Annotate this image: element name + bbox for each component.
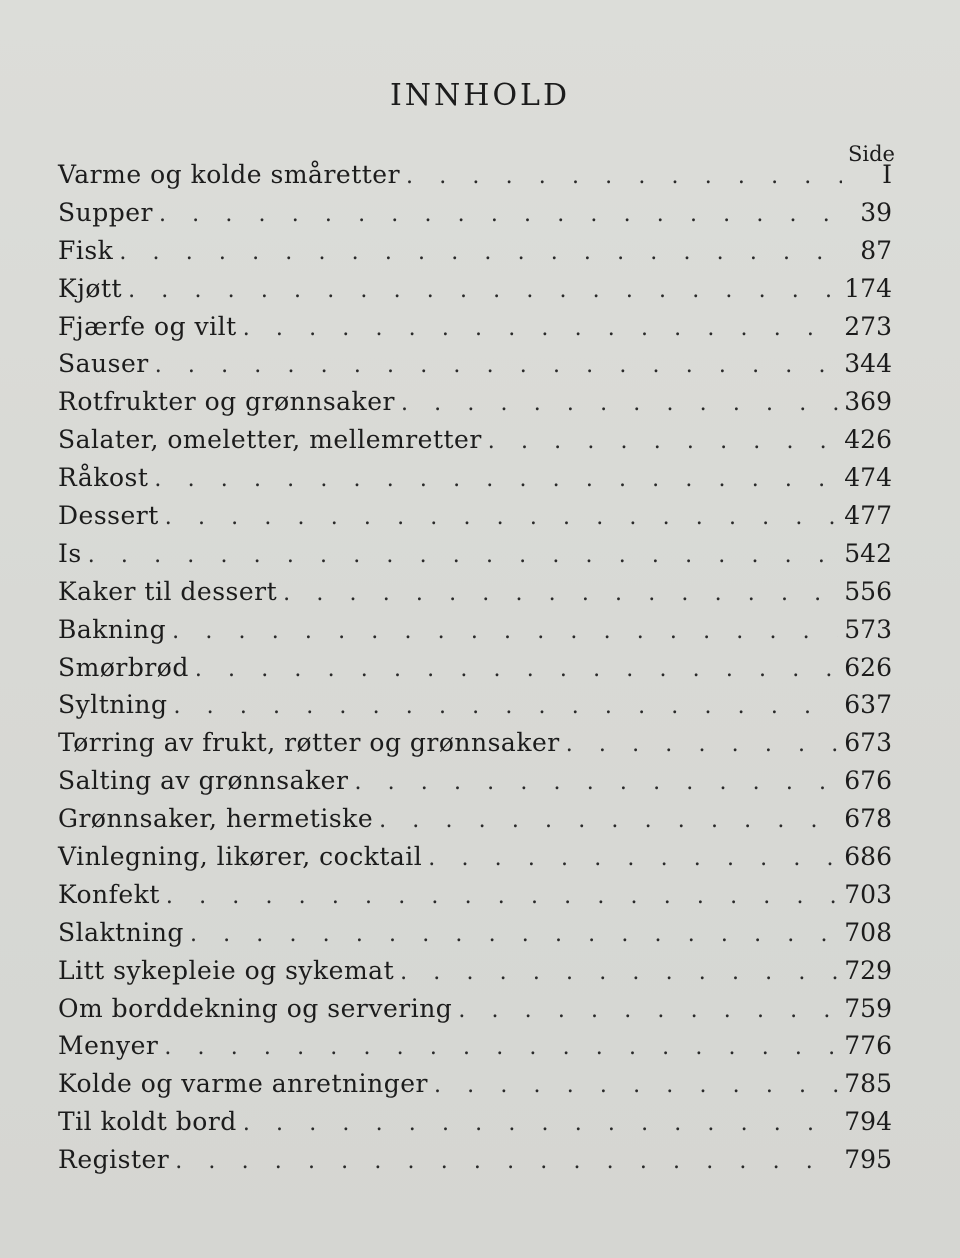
toc-entry-page-number: 174 [844,273,892,303]
toc-entry [58,539,892,577]
toc-entry [58,690,892,728]
toc-entry-page-number: 785 [844,1069,892,1099]
toc-entry [58,880,892,918]
dot-leader [190,922,838,947]
toc-entry-label: Register [58,1145,170,1175]
toc-entry [58,1107,892,1145]
dot-leader [195,657,838,682]
dot-leader [428,846,838,871]
toc-entry [58,198,892,236]
toc-entry [58,918,892,956]
toc-entry [58,653,892,691]
toc-entry-page-number: 729 [844,955,892,985]
dot-leader [401,391,838,416]
dot-leader [175,1149,838,1174]
page-column-header: Side [848,142,895,166]
toc-entry-label: Råkost [58,463,149,493]
dot-leader [283,581,838,606]
toc-entry-label: Salting av grønnsaker [58,766,349,796]
toc-entry [58,842,892,880]
toc-entry [58,312,892,350]
toc-entry-label: Rotfrukter og grønnsaker [58,387,395,417]
toc-entry-label: Om borddekning og servering [58,993,453,1023]
dot-leader [88,543,839,568]
dot-leader [154,467,838,492]
toc-entry-label: Syltning [58,690,168,720]
dot-leader [379,808,838,833]
toc-entry-page-number: 676 [844,766,892,796]
toc-entry-label: Grønnsaker, hermetiske [58,804,374,834]
toc-entry-page-number: 626 [844,652,892,682]
toc-entry [58,994,892,1032]
toc-entry-page-number: 708 [844,917,892,947]
dot-leader [119,240,842,265]
toc-entry-label: Bakning [58,614,167,644]
toc-entry-page-number: 678 [844,804,892,834]
toc-entry-label: Varme og kolde småretter [58,160,401,189]
dot-leader [458,998,838,1023]
toc-entry [58,425,892,463]
toc-entry-label: Is [58,538,82,568]
dot-leader [155,353,839,378]
toc-entry-label: Vinlegning, likører, cocktail [58,842,423,872]
toc-entry-page-number: 369 [844,387,892,417]
toc-entry-page-number: 39 [860,197,892,227]
toc-entry-page-number: 703 [844,879,892,909]
toc-entry [58,463,892,501]
dot-leader [243,1111,838,1136]
toc-entry-label: Litt sykepleie og sykemat [58,955,395,985]
toc-entry-page-number: 477 [844,501,892,531]
dot-leader [166,884,838,909]
dot-leader [164,1035,838,1060]
toc-entry-page-number: 673 [844,728,892,758]
toc-entry-label: Menyer [58,1031,159,1061]
toc-entry-label: Supper [58,197,153,227]
toc-entry-label: Salater, omeletter, mellemretter [58,425,482,455]
dot-leader [128,278,838,303]
toc-entry-page-number: 87 [860,235,892,265]
toc-entry-page-number: 776 [844,1031,892,1061]
toc-entry-label: Dessert [58,501,159,531]
toc-entry-page-number: I [882,160,892,189]
toc-entry-page-number: 542 [844,538,892,568]
toc-entry [58,804,892,842]
dot-leader [243,316,839,341]
toc-entry-label: Smørbrød [58,652,189,682]
toc-entry-page-number: 426 [844,425,892,455]
toc-entry-label: Kaker til dessert [58,576,278,606]
toc-entry-label: Sauser [58,349,149,379]
toc-entry [58,160,892,198]
dot-leader [172,619,838,644]
toc-entry [58,766,892,804]
toc-entry [58,349,892,387]
toc-entry [58,956,892,994]
toc-entry [58,1145,892,1183]
dot-leader [165,505,838,530]
toc-entry [58,274,892,312]
toc-entry-page-number: 474 [844,463,892,493]
toc-entry-page-number: 759 [844,993,892,1023]
toc-entry [58,615,892,653]
toc-entry-label: Til koldt bord [58,1107,237,1137]
toc-entry-label: Fjærfe og vilt [58,311,237,341]
dot-leader [566,732,839,757]
dot-leader [434,1073,838,1098]
toc-entry [58,1069,892,1107]
toc-entry [58,387,892,425]
toc-entry-page-number: 573 [844,614,892,644]
toc-entry [58,1031,892,1069]
toc-entry-page-number: 794 [844,1107,892,1137]
toc-entry-label: Kjøtt [58,273,123,303]
toc-entry-page-number: 637 [844,690,892,720]
toc-entry-page-number: 556 [844,576,892,606]
dot-leader [406,164,842,189]
toc-entry-label: Tørring av frukt, røtter og grønnsaker [58,728,560,758]
toc-entry [58,501,892,539]
toc-entry-page-number: 686 [844,842,892,872]
table-of-contents [58,160,892,1183]
toc-entry-label: Kolde og varme anretninger [58,1069,428,1099]
dot-leader [174,694,839,719]
toc-entry-label: Slaktning [58,917,184,947]
toc-entry-page-number: 344 [844,349,892,379]
toc-entry [58,236,892,274]
dot-leader [488,429,839,454]
toc-entry-label: Fisk [58,235,114,265]
dot-leader [159,202,842,227]
page-title: INNHOLD [389,78,571,114]
toc-entry-page-number: 795 [844,1145,892,1175]
toc-entry-page-number: 273 [844,311,892,341]
toc-entry [58,728,892,766]
toc-entry-label: Konfekt [58,879,160,909]
dot-leader [354,770,838,795]
toc-entry [58,577,892,615]
dot-leader [400,960,838,985]
